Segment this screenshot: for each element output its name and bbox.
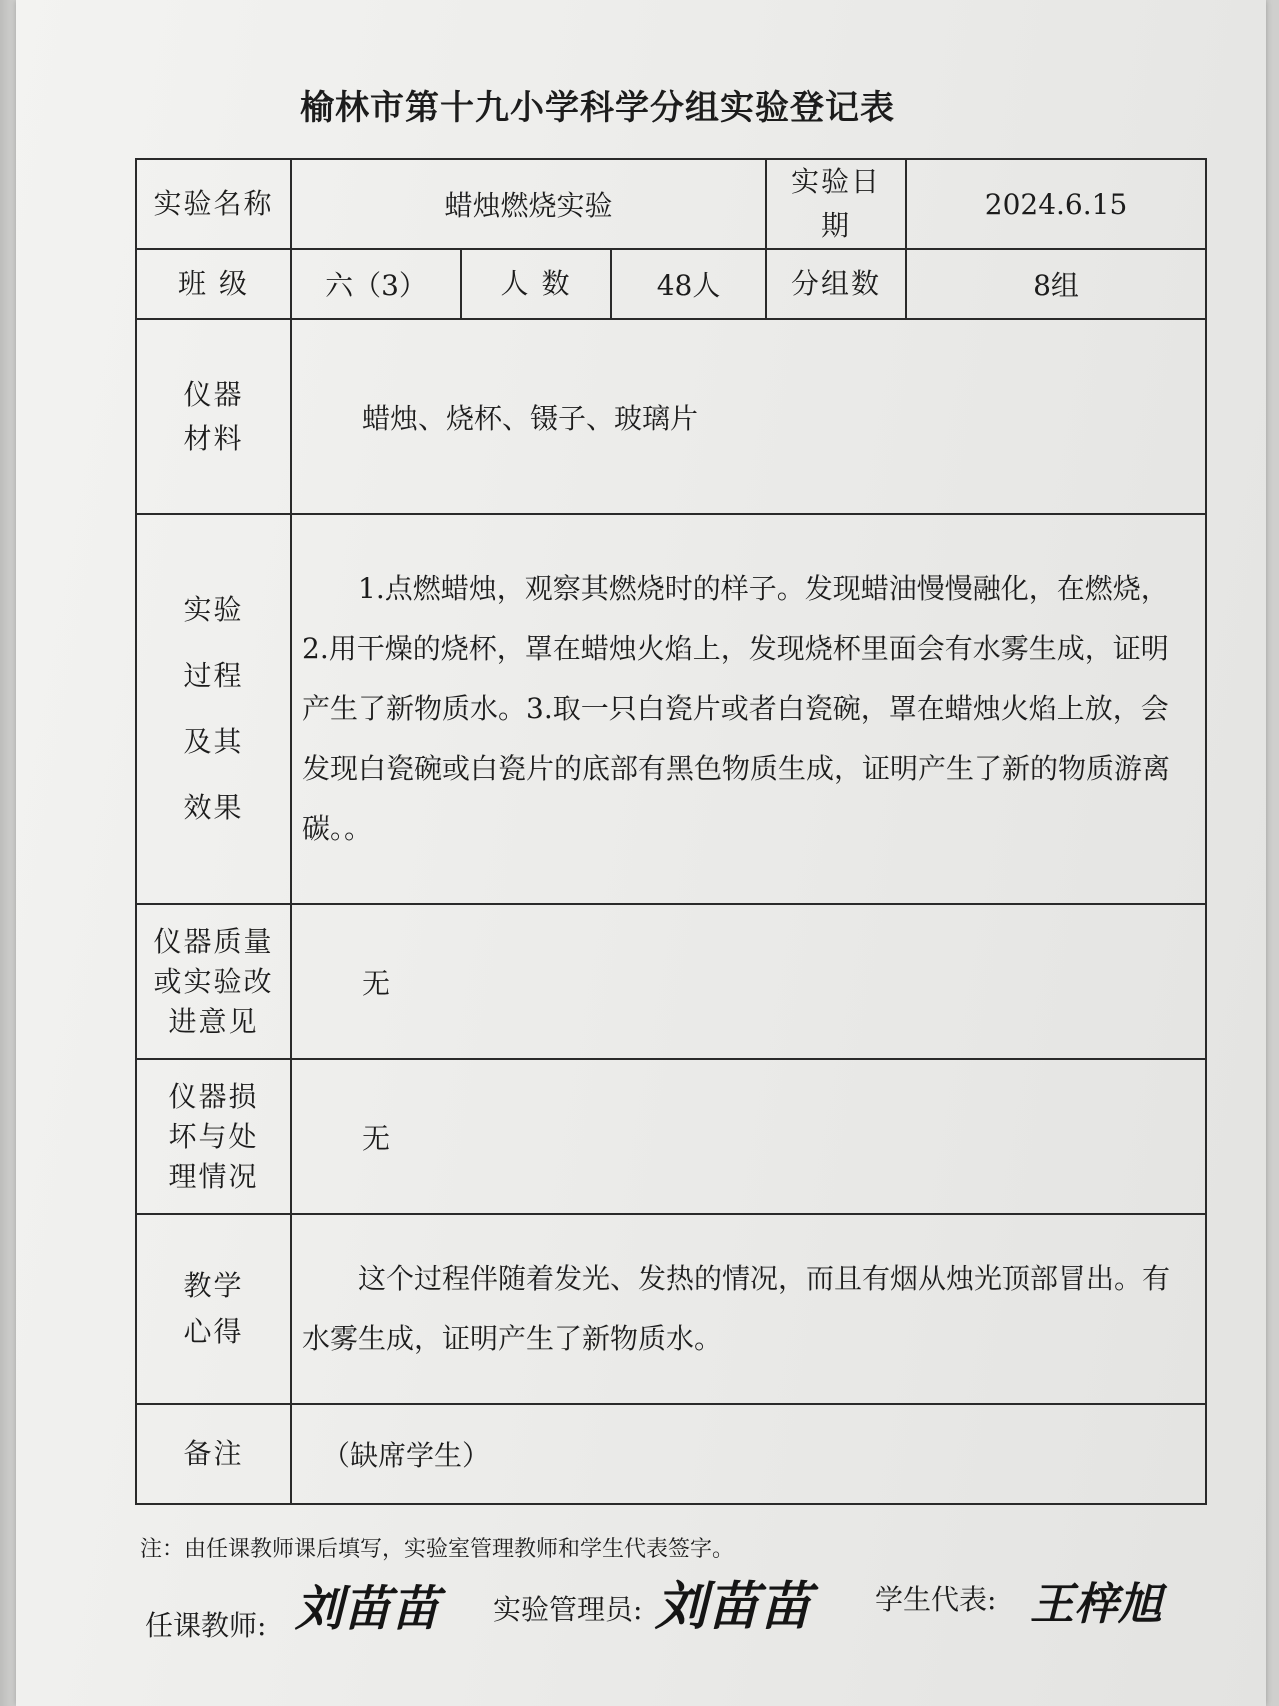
student-signature: 王梓旭 [1030,1579,1162,1630]
student-label: 学生代表: [875,1583,997,1616]
page-title: 榆林市第十九小学科学分组实验登记表 [300,88,895,128]
quality-value: 无 [291,904,1206,1059]
process-label: 实验过程及其效果 [136,514,291,904]
teacher-label: 任课教师: [145,1609,267,1642]
reflection-label: 教学心得 [136,1214,291,1404]
table-row [136,319,1206,514]
name-label: 实验名称 [136,159,291,249]
remarks-value: （缺席学生） [291,1404,1206,1504]
table-row [136,904,1206,1059]
table-row [136,249,1206,319]
reflection-value: 这个过程伴随着发光、发热的情况，而且有烟从烛光顶部冒出。有水雾生成，证明产生了新物质水。 [291,1214,1206,1404]
name-value: 蜡烛燃烧实验 [291,159,766,249]
damage-value: 无 [291,1059,1206,1214]
groups-value: 8组 [906,249,1206,319]
quality-label: 仪器质量或实验改进意见 [136,904,291,1059]
table-row [136,514,1206,904]
table-row [136,1059,1206,1214]
damage-label: 仪器损坏与处理情况 [136,1059,291,1214]
registration-table [135,158,1207,1505]
groups-label: 分组数 [766,249,906,319]
admin-label: 实验管理员: [493,1593,643,1626]
materials-label: 仪器材料 [136,319,291,514]
class-label: 班 级 [136,249,291,319]
materials-value: 蜡烛、烧杯、镊子、玻璃片 [291,319,1206,514]
admin-signature: 刘苗苗 [655,1577,812,1637]
date-label: 实验日期 [766,159,906,249]
table-row [136,1404,1206,1504]
table-row [136,159,1206,249]
teacher-signature: 刘苗苗 [295,1581,440,1637]
process-value: 1.点燃蜡烛，观察其燃烧时的样子。发现蜡油慢慢融化，在燃烧，2.用干燥的烧杯，罩在蜡烛火焰上，发现烧杯里面会有水雾生成，证明产生了新物质水。3.取一只白瓷片或者白瓷碗，罩在蜡烛火焰上放，会发现白瓷碗或白瓷片的底部有黑色物质生成，证明产生了新的物质游离碳。。 [291,514,1206,904]
footnote: 注：由任课教师课后填写，实验室管理教师和学生代表签字。 [140,1537,735,1562]
date-value: 2024.6.15 [906,159,1206,249]
signature-row [145,1568,1245,1658]
table-row [136,1214,1206,1404]
remarks-label: 备注 [136,1404,291,1504]
count-value: 48人 [611,249,766,319]
desk-edge [0,0,16,1706]
class-value: 六（3） [291,249,461,319]
count-label: 人 数 [461,249,611,319]
